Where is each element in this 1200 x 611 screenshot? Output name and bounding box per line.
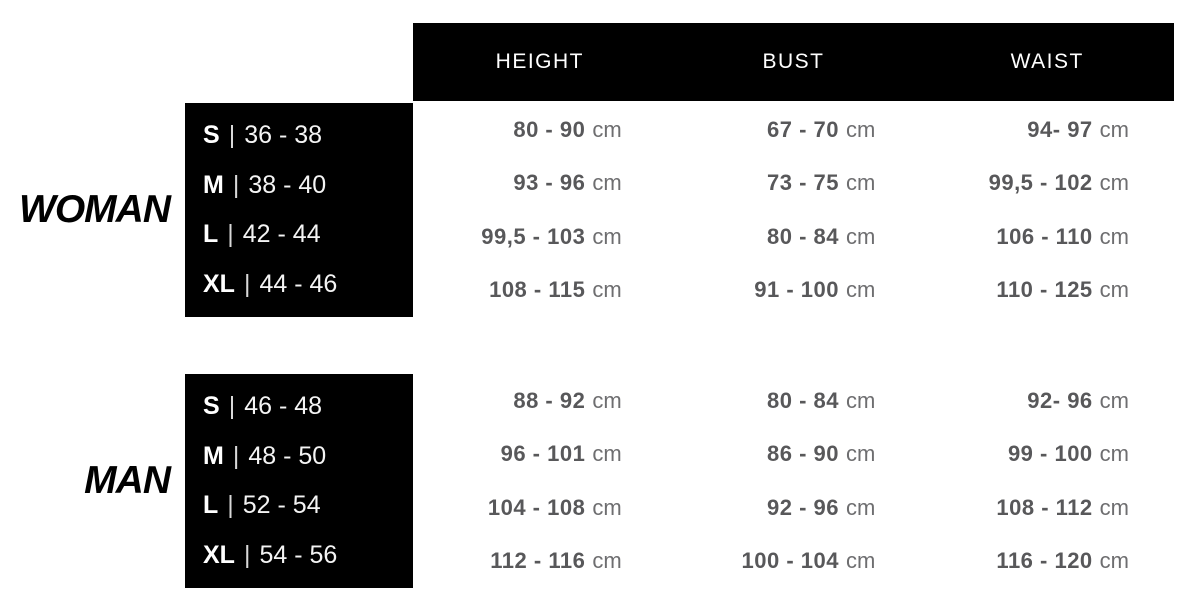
- size-letter: S: [203, 392, 220, 421]
- unit: cm: [592, 494, 622, 520]
- woman-xl-waist: [920, 264, 1174, 318]
- unit: cm: [846, 548, 876, 574]
- unit: cm: [1099, 387, 1129, 413]
- value: 67 - 70: [767, 116, 839, 142]
- woman-section: [0, 103, 1174, 317]
- unit: cm: [592, 223, 622, 249]
- value: 106 - 110: [996, 223, 1093, 249]
- size-separator: |: [227, 220, 234, 249]
- size-row-woman-s: [185, 111, 413, 161]
- size-row-man-xl: [185, 531, 413, 581]
- value: 108 - 115: [489, 277, 586, 303]
- woman-s-bust: [667, 103, 921, 157]
- value: 80 - 90: [513, 116, 586, 142]
- woman-xl-height: [413, 264, 667, 318]
- woman-l-bust: [667, 210, 921, 264]
- value: 91 - 100: [754, 277, 839, 303]
- woman-label: WOMAN: [19, 188, 170, 231]
- man-m-waist: [920, 428, 1174, 482]
- size-eu-range: 48 - 50: [248, 441, 327, 470]
- size-separator: |: [228, 392, 236, 421]
- size-letter: L: [203, 491, 219, 520]
- value: 104 - 108: [487, 494, 586, 520]
- value: 112 - 116: [490, 548, 586, 574]
- unit: cm: [846, 494, 876, 520]
- size-separator: |: [232, 170, 240, 199]
- woman-l-waist: [920, 210, 1174, 264]
- unit: cm: [1099, 170, 1129, 196]
- man-m-bust: [667, 428, 921, 482]
- man-xl-waist: [920, 535, 1174, 589]
- size-separator: |: [227, 491, 234, 520]
- size-eu-range: 44 - 46: [259, 269, 338, 298]
- value: 86 - 90: [767, 441, 839, 467]
- value: 116 - 120: [996, 548, 1093, 574]
- size-letter: XL: [203, 269, 235, 298]
- size-separator: |: [228, 121, 236, 150]
- unit: cm: [592, 277, 622, 303]
- woman-size-box: [185, 103, 413, 317]
- size-eu-range: 52 - 54: [242, 491, 321, 520]
- column-header-bar: [413, 23, 1174, 101]
- unit: cm: [846, 387, 876, 413]
- size-separator: |: [243, 540, 251, 569]
- man-xl-height: [413, 535, 667, 589]
- column-header-waist: WAIST: [1010, 50, 1084, 73]
- man-l-height: [413, 481, 667, 535]
- size-eu-range: 46 - 48: [244, 392, 323, 421]
- size-eu-range: 38 - 40: [248, 170, 327, 199]
- woman-m-bust: [667, 157, 921, 211]
- size-row-woman-l: [185, 210, 413, 260]
- size-eu-range: 36 - 38: [244, 121, 323, 150]
- value: 88 - 92: [513, 387, 586, 413]
- size-letter: L: [203, 220, 219, 249]
- unit: cm: [846, 277, 876, 303]
- column-header-bust: BUST: [762, 50, 825, 73]
- value: 100 - 104: [741, 548, 839, 574]
- size-row-man-s: [185, 382, 413, 432]
- woman-s-waist: [920, 103, 1174, 157]
- man-label: MAN: [84, 459, 170, 502]
- size-eu-range: 42 - 44: [242, 220, 321, 249]
- unit: cm: [846, 170, 876, 196]
- value: 96 - 101: [500, 441, 586, 467]
- unit: cm: [1099, 116, 1129, 142]
- value: 80 - 84: [767, 387, 839, 413]
- unit: cm: [592, 116, 622, 142]
- size-letter: M: [203, 170, 224, 199]
- size-eu-range: 54 - 56: [259, 540, 338, 569]
- woman-m-height: [413, 157, 667, 211]
- value: 93 - 96: [513, 170, 586, 196]
- size-row-man-m: [185, 432, 413, 482]
- value: 80 - 84: [767, 223, 839, 249]
- size-letter: S: [203, 121, 220, 150]
- man-s-waist: [920, 374, 1174, 428]
- woman-m-waist: [920, 157, 1174, 211]
- man-l-waist: [920, 481, 1174, 535]
- size-separator: |: [243, 269, 251, 298]
- man-section: [0, 374, 1174, 588]
- value: 92 - 96: [767, 494, 839, 520]
- value: 73 - 75: [767, 170, 839, 196]
- unit: cm: [592, 548, 622, 574]
- unit: cm: [1099, 223, 1129, 249]
- woman-l-height: [413, 210, 667, 264]
- man-l-bust: [667, 481, 921, 535]
- value: 108 - 112: [996, 494, 1093, 520]
- unit: cm: [1099, 441, 1129, 467]
- size-row-man-l: [185, 481, 413, 531]
- value: 99,5 - 103: [481, 223, 586, 249]
- unit: cm: [846, 441, 876, 467]
- man-s-bust: [667, 374, 921, 428]
- woman-xl-bust: [667, 264, 921, 318]
- unit: cm: [1099, 548, 1129, 574]
- unit: cm: [846, 116, 876, 142]
- size-letter: M: [203, 441, 224, 470]
- man-s-height: [413, 374, 667, 428]
- unit: cm: [1099, 277, 1129, 303]
- size-row-woman-xl: [185, 260, 413, 310]
- man-m-height: [413, 428, 667, 482]
- unit: cm: [592, 387, 622, 413]
- size-separator: |: [232, 441, 240, 470]
- unit: cm: [592, 441, 622, 467]
- man-xl-bust: [667, 535, 921, 589]
- man-measurements-grid: [413, 374, 1174, 588]
- size-letter: XL: [203, 540, 235, 569]
- woman-s-height: [413, 103, 667, 157]
- value: 94- 97: [1027, 116, 1093, 142]
- man-size-box: [185, 374, 413, 588]
- size-row-woman-m: [185, 161, 413, 211]
- column-header-height: HEIGHT: [495, 50, 584, 73]
- value: 92- 96: [1027, 387, 1093, 413]
- unit: cm: [846, 223, 876, 249]
- value: 110 - 125: [996, 277, 1093, 303]
- value: 99 - 100: [1007, 441, 1093, 467]
- value: 99,5 - 102: [988, 170, 1093, 196]
- woman-measurements-grid: [413, 103, 1174, 317]
- unit: cm: [1099, 494, 1129, 520]
- unit: cm: [592, 170, 622, 196]
